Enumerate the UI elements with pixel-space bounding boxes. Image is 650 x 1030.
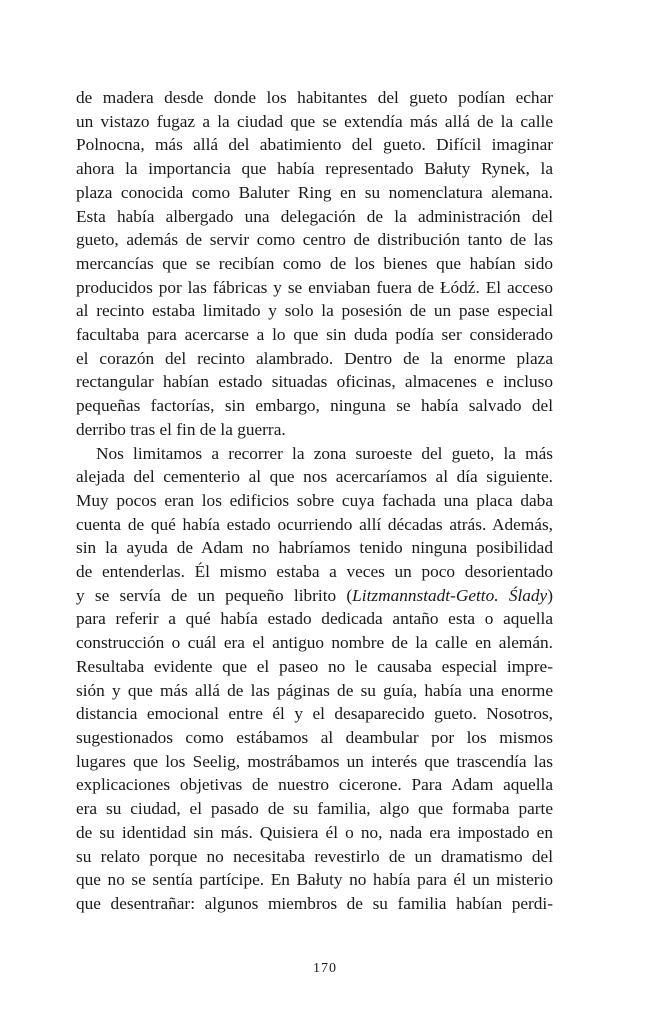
text-line: cuenta de qué había estado ocurriendo allí décadas atrás. Además, bbox=[76, 514, 553, 534]
paragraph bbox=[76, 86, 553, 442]
text-line: plaza conocida como Baluter Ring en su nomenclatura alemana. bbox=[76, 182, 553, 202]
text-line: gueto, además de servir como centro de distribución tanto de las bbox=[76, 230, 553, 250]
text-line: que no se sentía partícipe. En Bałuty no había para él un misterio bbox=[76, 870, 553, 890]
text-line: mercancías que se recibían como de los bienes que habían sido bbox=[76, 253, 553, 273]
text-line: su relato porque no necesitaba revestirlo de un dramatismo del bbox=[76, 846, 553, 866]
text-line: de madera desde donde los habitantes del gueto podían echar bbox=[76, 88, 553, 107]
text-line: sugestionados como estábamos al deambular por los mismos bbox=[76, 727, 553, 747]
text-line: ahora la importancia que había representado Bałuty Rynek, la bbox=[76, 159, 553, 179]
text-line: rectangular habían estado situadas oficinas, almacenes e incluso bbox=[76, 372, 553, 392]
text-line: Polnocna, más allá del abatimiento del gueto. Difícil imaginar bbox=[76, 135, 553, 155]
text-line: alejada del cementerio al que nos acercaríamos al día siguiente. bbox=[76, 467, 553, 487]
text-line: de entenderlas. Él mismo estaba a veces un poco desorientado bbox=[76, 562, 553, 582]
text-line: explicaciones objetivas de nuestro cicerone. Para Adam aquella bbox=[76, 775, 553, 795]
text-line: sión y que más allá de las páginas de su guía, había una enorme bbox=[76, 680, 553, 700]
text-line: un vistazo fugaz a la ciudad que se extendía más allá de la calle bbox=[76, 111, 553, 131]
text-line: de su identidad sin más. Quisiera él o no, nada era impostado en bbox=[76, 822, 553, 842]
text-line: Esta había albergado una delegación de la administración del bbox=[76, 206, 553, 226]
text-line: al recinto estaba limitado y solo la posesión de un pase especial bbox=[76, 301, 553, 321]
book-title: Litzmannstadt-Getto. Ślady bbox=[352, 585, 548, 605]
text-line: que desentrañar: algunos miembros de su familia habían perdi- bbox=[76, 893, 553, 913]
text-line: pequeñas factorías, sin embargo, ninguna se había salvado del bbox=[76, 396, 553, 416]
text-line: y se servía de un pequeño librito (Litzmannstadt-Getto. Ślady) bbox=[76, 585, 553, 605]
text-line: derribo tras el fin de la guerra. bbox=[76, 419, 286, 439]
text-line: construcción o cuál era el antiguo nombre de la calle en alemán. bbox=[76, 633, 553, 653]
text-line: el corazón del recinto alambrado. Dentro de la enorme plaza bbox=[76, 348, 553, 368]
text-line: para referir a qué había estado dedicada antaño esta o aquella bbox=[76, 609, 553, 629]
text-line: distancia emocional entre él y el desaparecido gueto. Nosotros, bbox=[76, 704, 553, 724]
text-line: era su ciudad, el pasado de su familia, algo que formaba parte bbox=[76, 799, 553, 819]
paragraph bbox=[76, 442, 553, 916]
page-number: 170 bbox=[313, 961, 337, 976]
text-line: producidos por las fábricas y se enviaban fuera de Łódź. El acceso bbox=[76, 277, 553, 297]
text-line: lugares que los Seelig, mostrábamos un interés que trascendía las bbox=[76, 751, 553, 771]
body-text bbox=[76, 86, 553, 916]
text-line: Muy pocos eran los edificios sobre cuya fachada una placa daba bbox=[76, 490, 553, 510]
text-line: sin la ayuda de Adam no habríamos tenido ninguna posibilidad bbox=[76, 538, 553, 558]
text-line: facultaba para acercarse a lo que sin duda podía ser considerado bbox=[76, 325, 553, 345]
text-line: Resultaba evidente que el paseo no le causaba especial impre- bbox=[76, 656, 553, 676]
text-line: Nos limitamos a recorrer la zona suroeste del gueto, la más bbox=[96, 443, 553, 463]
